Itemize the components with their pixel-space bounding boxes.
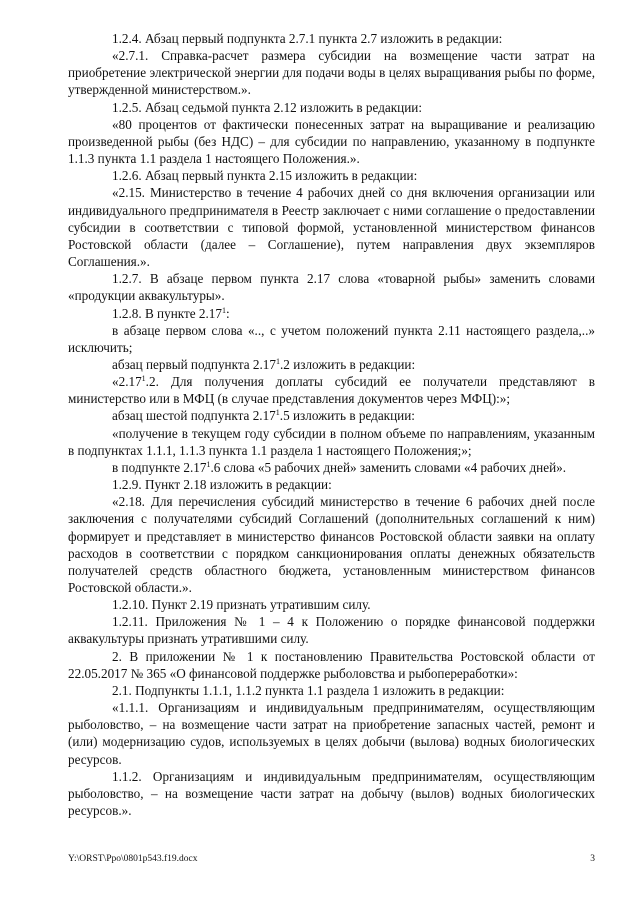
page-number: 3 xyxy=(590,854,595,864)
paragraph: 1.2.9. Пункт 2.18 изложить в редакции: xyxy=(112,477,332,493)
paragraph: «2.17$^1$.2. Для получения доплаты субсидий ее получатели представляют в министерство или в МФЦ (в случае представления документов через МФЦ):»; xyxy=(68,374,595,407)
paragraph: «получение в текущем году субсидии в полном объеме по направлениям, указанным в подпунктах 1.1.1, 1.1.3 пункта 1.1 раздела 1 настоящего Положения;»; xyxy=(68,425,595,458)
paragraph: в подпункте 2.17$^1$.6 слова «5 рабочих дней» заменить словами «4 рабочих дней». xyxy=(112,459,567,475)
file-path: Y:\ORST\Ppo\0801p543.f19.docx xyxy=(68,854,198,864)
paragraph: «2.18. Для перечисления субсидий министерство в течение 6 рабочих дней после заключения с получателями субсидий Соглашений (дополнительных соглашений к ним) формирует и представляет в министерство финансов Ростовской области заявки на оплату расходов в соответствии с порядком санкционирования оплаты денежных обязательств получателей средств областного бюджета, установленным министерством финансов Ростовской области.». xyxy=(68,494,595,595)
paragraph: 1.2.5. Абзац седьмой пункта 2.12 изложить в редакции: xyxy=(112,99,423,115)
paragraph: «80 процентов от фактически понесенных затрат на выращивание и реализацию произведенной рыбы (без НДС) – для субсидии по направлению, указанному в подпункте 1.1.3 пункта 1.1 раздела 1 настоящего Положения.». xyxy=(68,116,595,167)
paragraph: абзац первый подпункта 2.17$^1$.2 изложить в редакции: xyxy=(112,356,416,372)
paragraph: «2.15. Министерство в течение 4 рабочих дней со дня включения организации или индивидуального предпринимателя в Реестр заключает с ними соглашение о предоставлении субсидии в соответствии с типовой формой, установленной министерством финансов Ростовской области (далее – Соглашение), путем направления двух экземпляров Соглашения.». xyxy=(68,185,595,270)
paragraph: 2.1. Подпункты 1.1.1, 1.1.2 пункта 1.1 раздела 1 изложить в редакции: xyxy=(112,682,505,698)
paragraph: 1.1.2. Организациям и индивидуальным предпринимателям, осуществляющим рыболовство, – на возмещение части затрат на добычу (вылов) водных биологических ресурсов.». xyxy=(68,768,595,819)
paragraph: 1.2.6. Абзац первый пункта 2.15 изложить в редакции: xyxy=(112,168,418,184)
paragraph: 1.2.10. Пункт 2.19 признать утратившим силу. xyxy=(112,597,371,613)
document-body xyxy=(68,30,595,819)
paragraph: абзац шестой подпункта 2.17$^1$.5 изложить в редакции: xyxy=(112,408,415,424)
page-footer xyxy=(68,854,595,864)
paragraph: в абзаце первом слова «.., с учетом положений пункта 2.11 настоящего раздела,..» исключить; xyxy=(68,322,595,355)
paragraph: 1.2.7. В абзаце первом пункта 2.17 слова «товарной рыбы» заменить словами «продукции аквакультуры». xyxy=(68,271,595,304)
paragraph: «1.1.1. Организациям и индивидуальным предпринимателям, осуществляющим рыболовство, – на возмещение части затрат на приобретение запасных частей, ремонт и (или) модернизацию судов, используемых в целях добычи (вылова) водных биологических ресурсов. xyxy=(68,700,595,767)
paragraph: «2.7.1. Справка-расчет размера субсидии на возмещение части затрат на приобретение электрической энергии для подачи воды в целях выращивания рыбы по форме, утвержденной министерством.». xyxy=(68,48,595,98)
paragraph: 1.2.11. Приложения № 1 – 4 к Положению о порядке финансовой поддержки аквакультуры признать утратившими силу. xyxy=(68,614,595,647)
paragraph: 1.2.8. В пункте 2.17$^1$: xyxy=(112,305,230,321)
paragraph: 1.2.4. Абзац первый подпункта 2.7.1 пункта 2.7 изложить в редакции: xyxy=(112,31,503,46)
paragraph: 2. В приложении № 1 к постановлению Правительства Ростовской области от 22.05.2017 № 365 «О финансовой поддержке рыболовства и рыбопереработки»: xyxy=(68,648,595,681)
